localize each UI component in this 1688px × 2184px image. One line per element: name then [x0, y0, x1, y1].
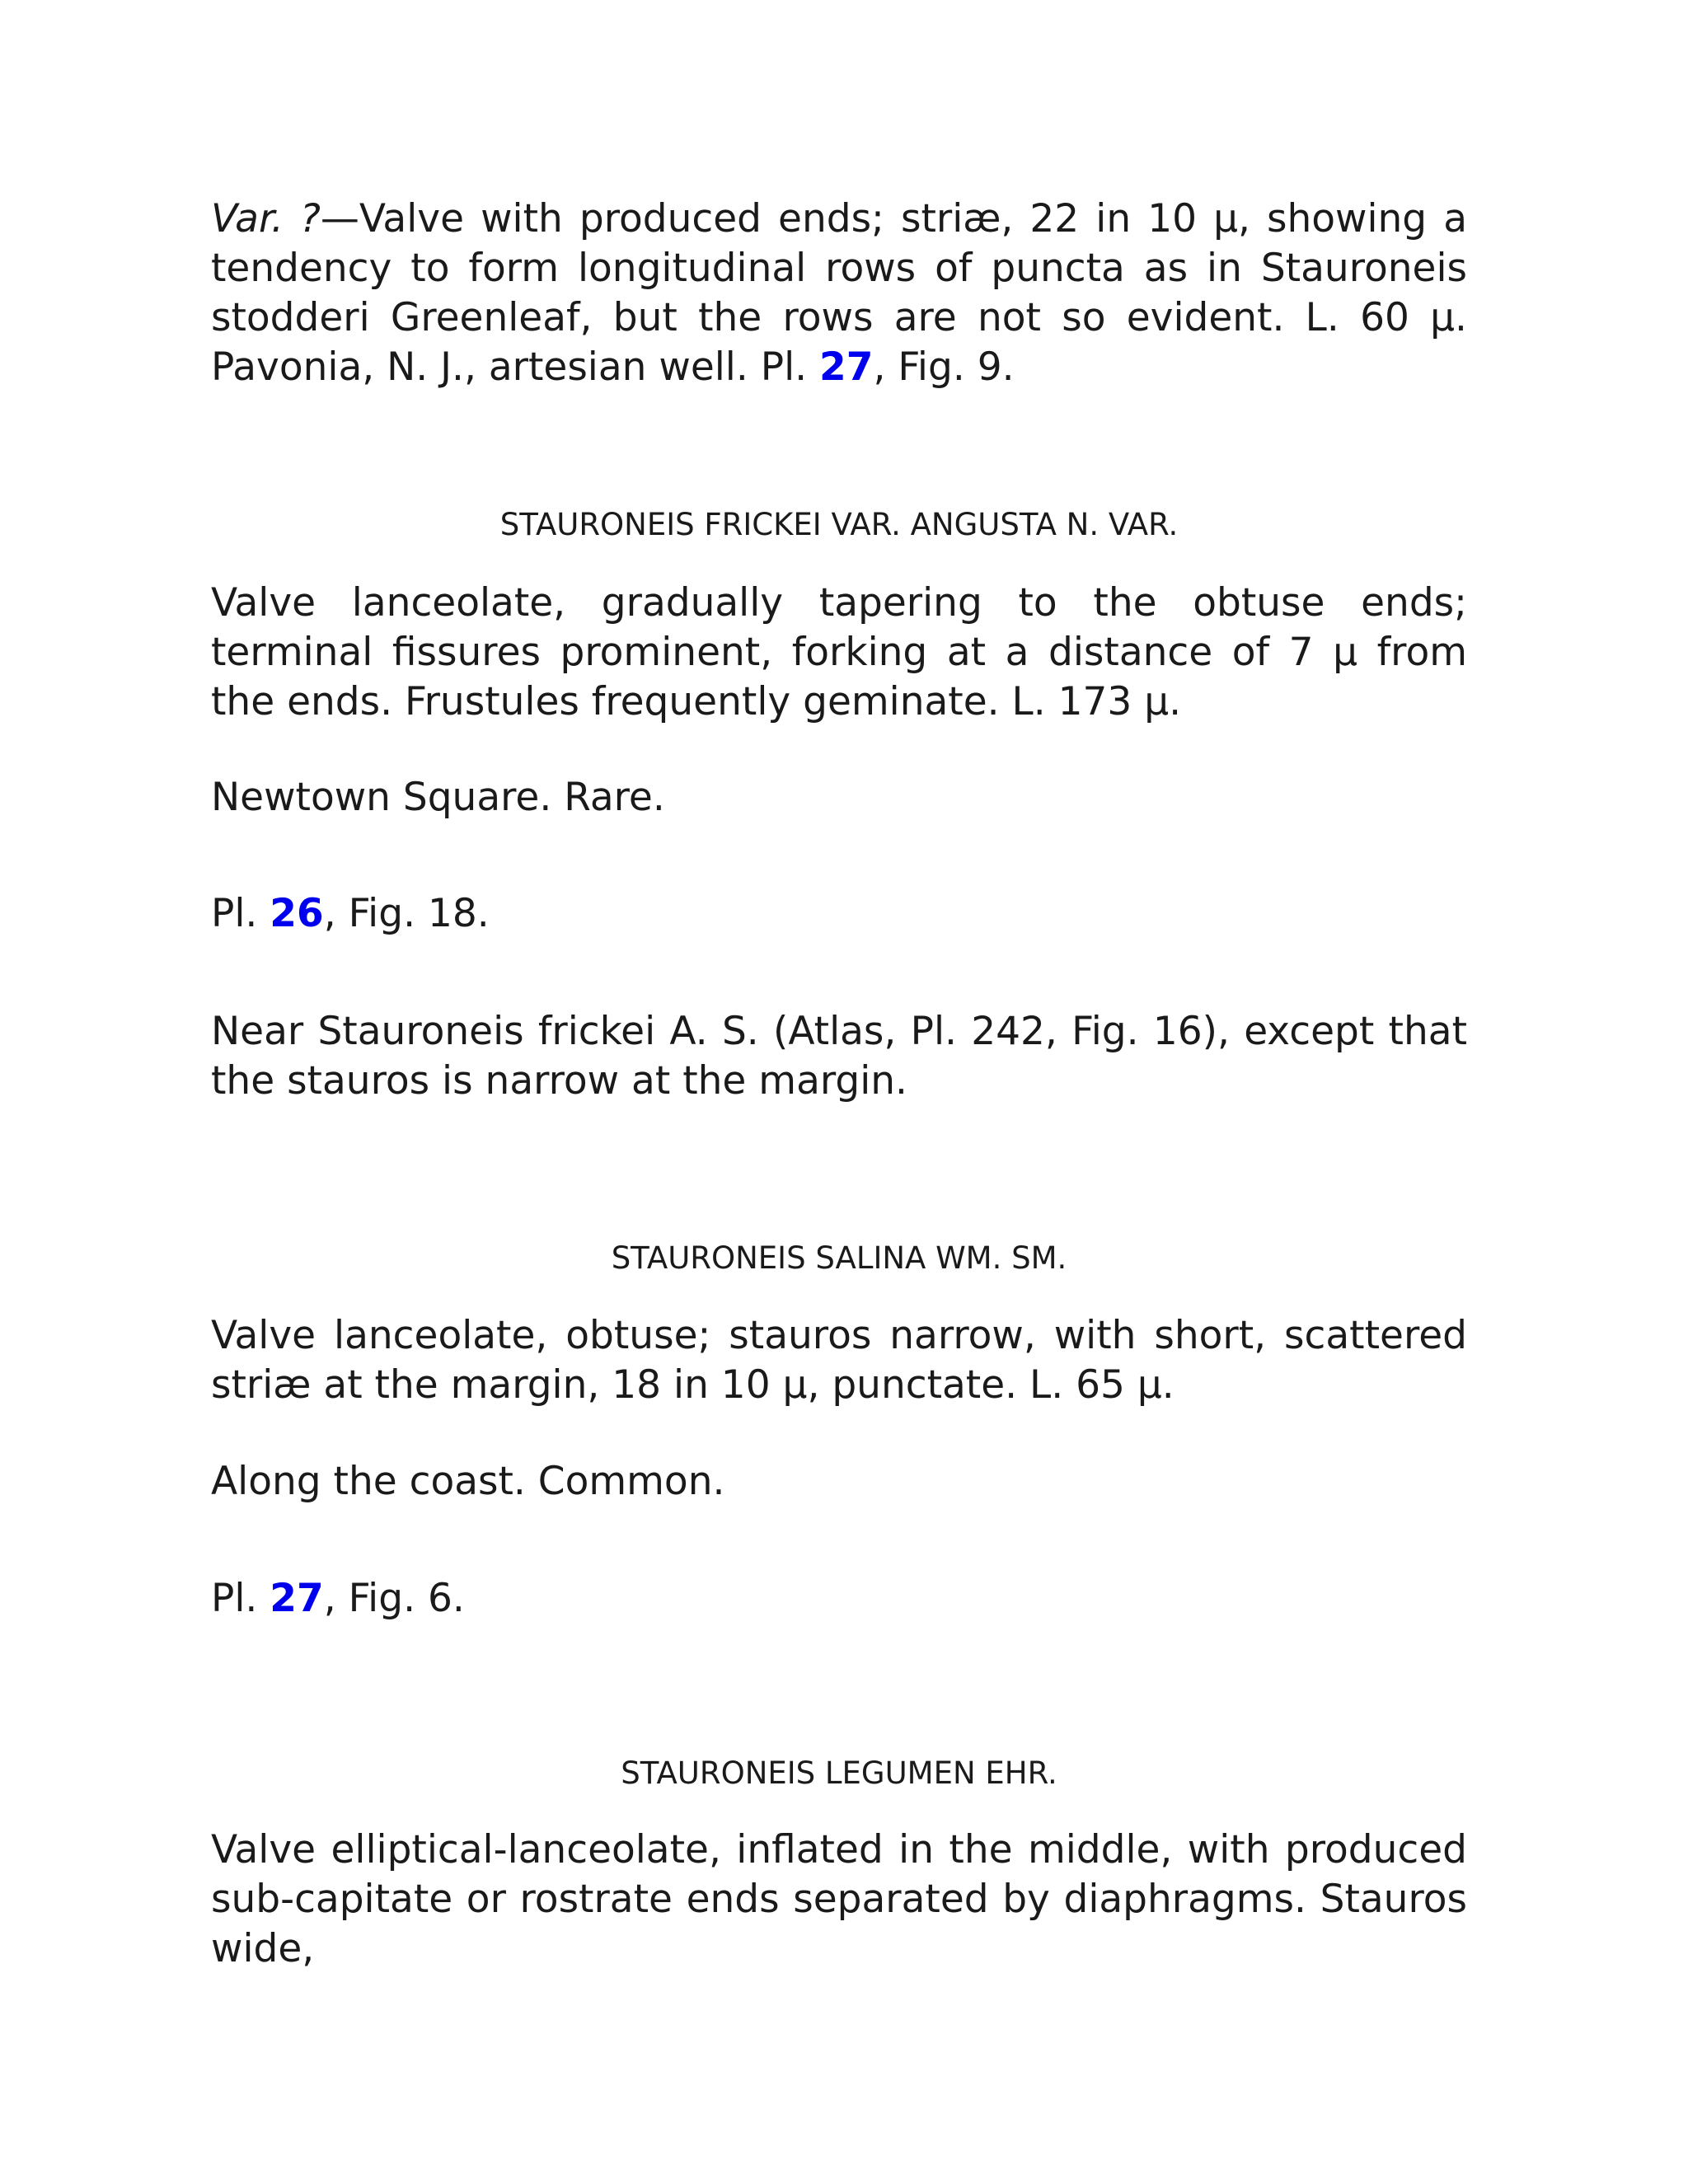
- section-locality-frickei: Newtown Square. Rare.: [211, 775, 665, 820]
- var-label: Var. ?: [211, 196, 321, 241]
- section-plate-frickei: Pl. 26, Fig. 18.: [211, 891, 490, 936]
- plate-link-26[interactable]: 26: [270, 891, 324, 936]
- section-note-frickei: Near Stauroneis frickei A. S. (Atlas, Pl. 242, Fig. 16), except that the stauros is narrow at the margin.: [211, 1009, 1467, 1104]
- var-paragraph: [211, 194, 1467, 392]
- var-text: —Valve with produced ends; striæ, 22 in 10 µ, showing a tendency to form longitudinal rows of puncta as in Stauroneis stodderi Greenleaf, but the rows are not so evident. L. 60 µ. Pavonia, N. J., artesian well. Pl.: [211, 196, 1467, 390]
- section-description-frickei: Valve lanceolate, gradually tapering to the obtuse ends; terminal fissures prominent, forking at a distance of 7 µ from the ends. Frustules frequently geminate. L. 173 µ.: [211, 580, 1467, 724]
- plate-link-27[interactable]: 27: [270, 1576, 324, 1621]
- section-heading-salina: STAURONEIS SALINA WM. SM.: [611, 1240, 1067, 1276]
- section-locality-salina: Along the coast. Common.: [211, 1459, 725, 1504]
- section-plate-salina: Pl. 27, Fig. 6.: [211, 1576, 465, 1621]
- plate-link-27[interactable]: 27: [819, 344, 874, 390]
- section-description-legumen: Valve elliptical-lanceolate, inflated in the middle, with produced sub-capitate or rostrate ends separated by diaphragms. Stauros wide,: [211, 1827, 1467, 1971]
- section-heading-frickei: STAURONEIS FRICKEI VAR. ANGUSTA N. VAR.: [499, 507, 1179, 542]
- section-heading-legumen: STAURONEIS LEGUMEN EHR.: [621, 1755, 1057, 1791]
- var-figure: , Fig. 9.: [873, 344, 1015, 390]
- section-description-salina: Valve lanceolate, obtuse; stauros narrow, with short, scattered striæ at the margin, 18 in 10 µ, punctate. L. 65 µ.: [211, 1313, 1467, 1408]
